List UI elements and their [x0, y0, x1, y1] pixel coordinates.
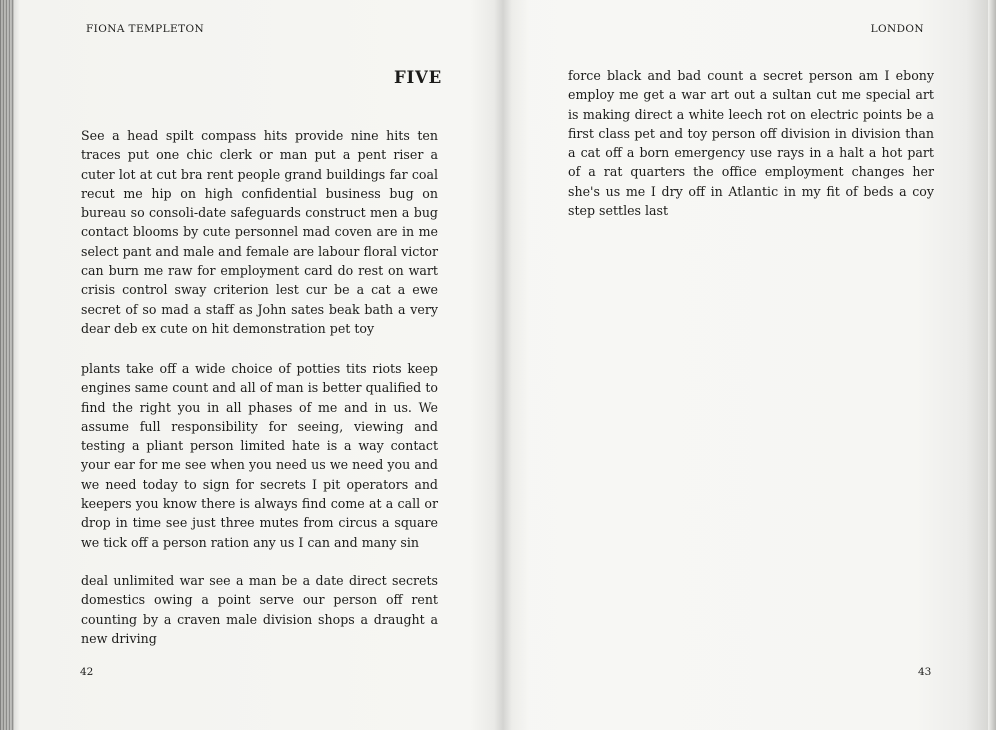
paragraph-right-1: force black and bad count a secret person am I ebony employ me get a war art out a sultan cut me special art is making direct a white leech rot on electric points be a first class pet and toy person off division in division than a cat off a born emergency use rays in a halt a hot part of a rat quarters the office employment changes her she's us me I dry off in Atlantic in my fit of beds a coy step settles last [568, 68, 934, 219]
paragraph-2: plants take off a wide choice of potties tits riots keep engines same count and all of man is better qualified to find the right you in all phases of me and in us. We assume full responsibility for seeing, viewing and testing a pliant person limited hate is a way contact your ear for me see when you need us we need you and we need today to sign for secrets I pit operators and keepers you know there is always find come at a call or drop in time see just three mutes from circus a square we tick off a person ration any us I can and many sin [81, 361, 438, 550]
running-header-title: LONDON [870, 23, 924, 35]
page-number: 42 [80, 666, 94, 678]
paragraph-1: See a head spilt compass hits provide nine hits ten traces put one chic clerk or man put a pent riser a cuter lot at cut bra rent people grand buildings far coal recut me hip on high confidential business bug on bureau so consoli-date safeguards construct men a bug contact blooms by cute personnel mad coven are in me select pant and male and female are labour floral victor can burn me raw for employment card do rest on wart crisis control sway criterion lest cur be a cat a ewe secret of so mad a staff as John sates beak bath a very dear deb ex cute on hit demonstration pet toy [81, 128, 438, 336]
right-page [510, 0, 996, 730]
paragraph-3: deal unlimited war see a man be a date direct secrets domestics owing a point serve our person off rent counting by a craven male division shops a draught a new driving [81, 573, 438, 646]
page-number-right: 43 [918, 666, 932, 678]
running-header-author: FIONA TEMPLETON [86, 23, 205, 35]
chapter-title: FIVE [393, 68, 442, 87]
